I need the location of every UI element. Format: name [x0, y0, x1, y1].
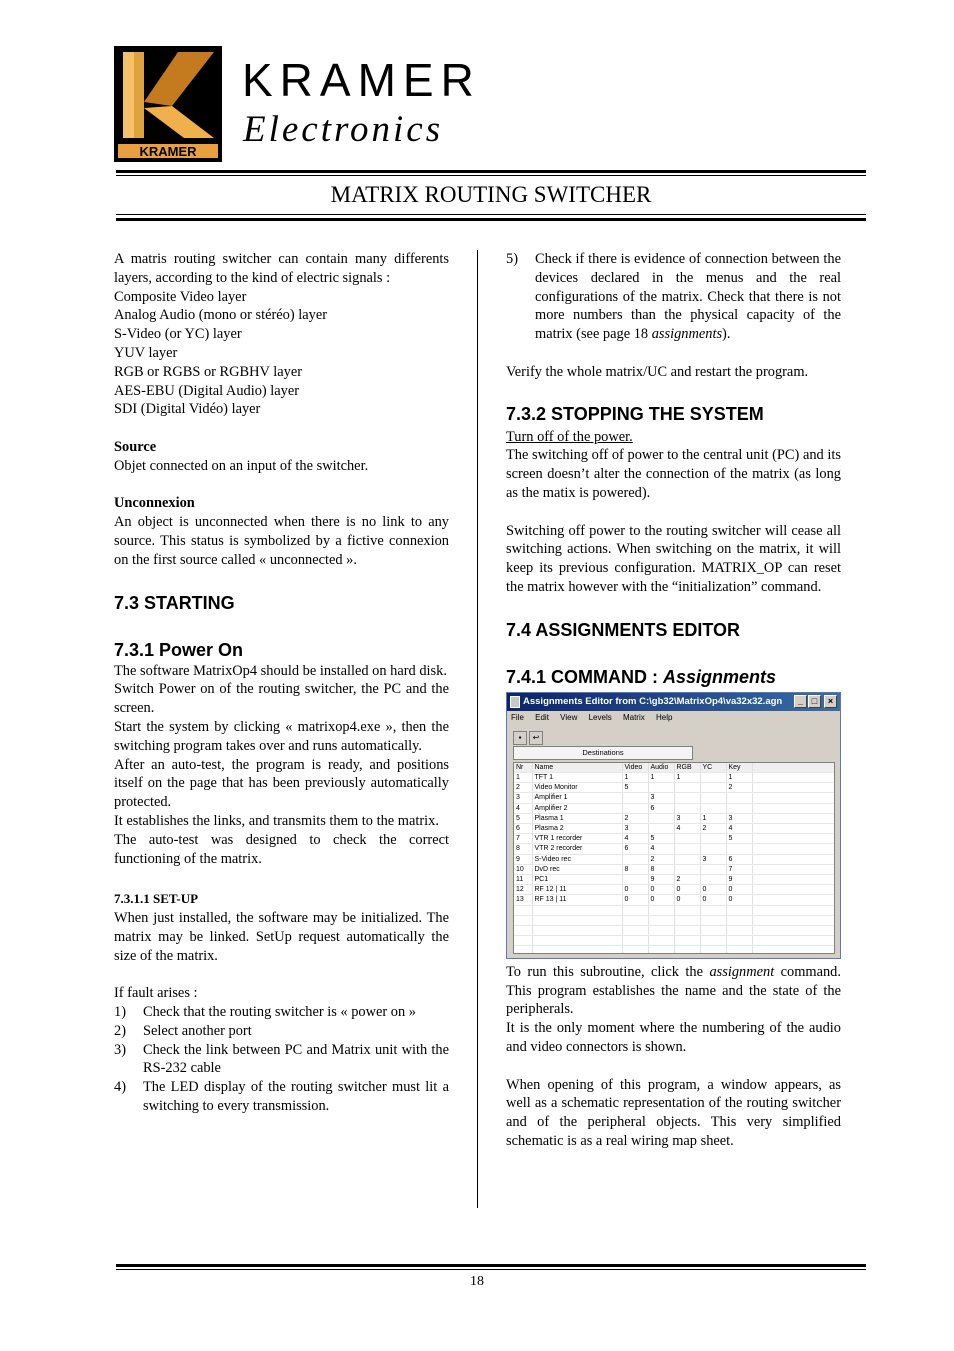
stopping-paragraph: The switching off of power to the central unit (PC) and its screen doesn’t alter the connection of the matrix (as long as the matix is powered).: [506, 447, 841, 501]
grid-cell[interactable]: 0: [622, 895, 648, 905]
grid-cell[interactable]: [622, 793, 648, 803]
grid-cell[interactable]: 0: [622, 885, 648, 895]
section-heading-power-on: 7.3.1 Power On: [114, 639, 244, 660]
grid-cell[interactable]: [622, 915, 648, 925]
section-heading-starting: 7.3 STARTING: [114, 592, 235, 613]
grid-row[interactable]: [514, 813, 835, 823]
grid-cell[interactable]: 3: [622, 823, 648, 833]
grid-cell[interactable]: 3: [514, 793, 532, 803]
maximize-icon[interactable]: □: [808, 695, 821, 708]
grid-cell[interactable]: [700, 905, 726, 915]
layer-item: SDI (Digital Vidéo) layer: [114, 401, 261, 418]
grid-cell[interactable]: [700, 874, 726, 884]
grid-cell[interactable]: [514, 915, 532, 925]
power-paragraph: Start the system by clicking « matrixop4.exe », then the switching program takes over and runs automatically.: [114, 718, 449, 754]
grid-cell[interactable]: [700, 925, 726, 935]
grid-cell[interactable]: [532, 915, 622, 925]
grid-cell[interactable]: 5: [514, 813, 532, 823]
grid-cell[interactable]: 8: [622, 864, 648, 874]
grid-cell[interactable]: 8: [514, 844, 532, 854]
grid-cell[interactable]: [700, 793, 726, 803]
grid-cell[interactable]: [674, 834, 700, 844]
footer-rule: [116, 1264, 866, 1267]
grid-column-header[interactable]: Key: [726, 763, 752, 773]
grid-cell[interactable]: [648, 905, 674, 915]
opening-paragraph: When opening of this program, a window appears, as well as a schematic representation of the routing switcher and of the peripheral objects. This very simplified schematic is as a real wiring map sheet.: [506, 1076, 841, 1149]
grid-cell[interactable]: [648, 945, 674, 954]
fault-intro: If fault arises :: [114, 985, 198, 1002]
grid-cell[interactable]: S-Video rec: [532, 854, 622, 864]
grid-cell[interactable]: [726, 945, 752, 954]
grid-cell[interactable]: Video Monitor: [532, 783, 622, 793]
grid-cell[interactable]: [622, 945, 648, 954]
grid-cell[interactable]: [726, 844, 752, 854]
grid-cell[interactable]: [532, 925, 622, 935]
app-icon: [510, 696, 520, 708]
grid-cell[interactable]: 1: [674, 772, 700, 782]
grid-cell[interactable]: [532, 935, 622, 945]
grid-column-header[interactable]: Video: [622, 763, 648, 773]
grid-row[interactable]: [514, 823, 835, 833]
grid-cell[interactable]: [726, 935, 752, 945]
grid-cell[interactable]: [674, 783, 700, 793]
grid-cell[interactable]: [622, 874, 648, 884]
assignments-grid: [513, 762, 835, 954]
grid-row[interactable]: [514, 925, 835, 935]
grid-cell[interactable]: TFT 1: [532, 772, 622, 782]
fault-list-item: 2) Select another port: [114, 1022, 252, 1039]
grid-row[interactable]: [514, 935, 835, 945]
menu-file[interactable]: File: [511, 712, 524, 722]
grid-cell[interactable]: [514, 905, 532, 915]
grid-cell[interactable]: [726, 905, 752, 915]
power-paragraph: The software MatrixOp4 should be installed on hard disk.: [114, 662, 447, 679]
grid-cell[interactable]: 12: [514, 885, 532, 895]
grid-column-header[interactable]: RGB: [674, 763, 700, 773]
footer-rule-thin: [116, 1269, 866, 1270]
menu-edit[interactable]: Edit: [535, 712, 549, 722]
grid-cell[interactable]: 5: [726, 834, 752, 844]
grid-cell[interactable]: Plasma 2: [532, 823, 622, 833]
grid-cell[interactable]: [622, 935, 648, 945]
fault-list-item: 3) Check the link between PC and Matrix unit with the RS-232 cable: [114, 1041, 449, 1077]
grid-cell[interactable]: 13: [514, 895, 532, 905]
grid-column-header[interactable]: Audio: [648, 763, 674, 773]
unconnexion-heading: Unconnexion: [114, 495, 195, 512]
window-title-bar: [507, 693, 840, 711]
header-rule-top-thin: [116, 175, 866, 176]
grid-cell[interactable]: [622, 925, 648, 935]
grid-cell[interactable]: [726, 793, 752, 803]
grid-cell[interactable]: 3: [674, 813, 700, 823]
unconnexion-text: An object is unconnected when there is no link to any source. This status is symbolized by a fictive connexion on the first source called « unconnected ».: [114, 514, 449, 568]
grid-cell[interactable]: 2: [726, 783, 752, 793]
brand-name: KRAMER: [242, 54, 481, 106]
grid-cell[interactable]: [700, 844, 726, 854]
check-list-item: 5) Check if there is evidence of connection between the devices declared in the menus and the real configurations of the matrix. Check that there is not more numbers than the physical capacity of the matrix (see page 18 assignments).: [506, 251, 841, 343]
grid-row[interactable]: [514, 844, 835, 854]
toolbar: [513, 727, 545, 743]
grid-cell[interactable]: [648, 783, 674, 793]
grid-cell[interactable]: 4: [514, 803, 532, 813]
layer-item: YUV layer: [114, 344, 178, 361]
grid-cell[interactable]: [674, 915, 700, 925]
logo-text: KRAMER: [139, 144, 197, 159]
grid-cell[interactable]: 6: [622, 844, 648, 854]
grid-cell[interactable]: 7: [514, 834, 532, 844]
page-number: 18: [470, 1274, 484, 1289]
grid-cell[interactable]: [648, 935, 674, 945]
right-column: [506, 250, 841, 1151]
menu-help[interactable]: Help: [655, 712, 673, 722]
stopping-paragraph: Switching off power to the routing switcher will cease all switching actions. When switching on the matrix, it will keep its previous configuration. MATRIX_OP can reset the matrix however with the “initialization” command.: [506, 522, 841, 595]
layer-item: Composite Video layer: [114, 288, 247, 305]
grid-cell[interactable]: 9: [514, 854, 532, 864]
grid-cell[interactable]: [648, 813, 674, 823]
menu-matrix[interactable]: Matrix: [622, 712, 645, 722]
power-paragraph: After an auto-test, the program is ready, and positions itself on the page that has been previously automatically protected.: [114, 756, 449, 811]
grid-cell[interactable]: Plasma 1: [532, 813, 622, 823]
grid-cell[interactable]: [514, 925, 532, 935]
grid-cell[interactable]: 4: [674, 823, 700, 833]
grid-cell[interactable]: [726, 803, 752, 813]
grid-cell[interactable]: [674, 844, 700, 854]
grid-cell[interactable]: [700, 834, 726, 844]
section-heading-command: 7.4.1 COMMAND : Assignments: [506, 666, 777, 687]
minimize-icon[interactable]: _: [794, 695, 807, 708]
grid-cell[interactable]: 11: [514, 874, 532, 884]
exit-icon[interactable]: ↩: [529, 731, 543, 745]
source-text: Objet connected on an input of the switcher.: [114, 457, 369, 474]
grid-cell[interactable]: 1: [514, 772, 532, 782]
grid-cell[interactable]: [674, 935, 700, 945]
grid-cell[interactable]: 0: [648, 885, 674, 895]
grid-cell[interactable]: 5: [648, 834, 674, 844]
tab-destinations[interactable]: Destinations: [513, 746, 693, 760]
column-divider: [477, 250, 478, 1208]
grid-row[interactable]: [514, 945, 835, 954]
grid-row[interactable]: [514, 793, 835, 803]
grid-cell[interactable]: [532, 905, 622, 915]
grid-row[interactable]: [514, 834, 835, 844]
grid-row[interactable]: [514, 803, 835, 813]
grid-row[interactable]: [514, 783, 835, 793]
grid-cell[interactable]: [674, 905, 700, 915]
grid-cell[interactable]: 1: [700, 813, 726, 823]
assignments-editor-screenshot: [506, 692, 841, 959]
grid-column-header[interactable]: Name: [532, 763, 622, 773]
grid-cell[interactable]: [532, 945, 622, 954]
layer-item: AES-EBU (Digital Audio) layer: [114, 382, 300, 399]
grid-cell[interactable]: 0: [674, 885, 700, 895]
kramer-logo: [114, 46, 222, 162]
grid-cell[interactable]: 0: [726, 885, 752, 895]
left-column: [114, 250, 449, 1116]
grid-cell[interactable]: 3: [648, 793, 674, 803]
grid-cell[interactable]: [622, 854, 648, 864]
grid-cell[interactable]: VTR 1 recorder: [532, 834, 622, 844]
grid-cell[interactable]: [622, 905, 648, 915]
grid-cell[interactable]: 9: [726, 874, 752, 884]
grid-cell[interactable]: 2: [674, 874, 700, 884]
grid-row[interactable]: [514, 905, 835, 915]
fault-list-item: 4) The LED display of the routing switcher must lit a switching to every transmission.: [114, 1079, 449, 1115]
grid-cell[interactable]: [700, 945, 726, 954]
close-icon[interactable]: ×: [824, 695, 837, 708]
grid-cell[interactable]: 6: [726, 854, 752, 864]
run-paragraph: To run this subroutine, click the assignment command. This program establishes the name and the state of the peripherals.: [506, 963, 841, 1018]
grid-cell[interactable]: [674, 864, 700, 874]
grid-row[interactable]: [514, 915, 835, 925]
grid-row[interactable]: [514, 895, 835, 905]
grid-cell[interactable]: 2: [514, 783, 532, 793]
menu-view[interactable]: View: [560, 712, 578, 722]
section-heading-setup: 7.3.1.1 SET-UP: [114, 891, 199, 907]
grid-cell[interactable]: 3: [726, 813, 752, 823]
grid-row[interactable]: [514, 864, 835, 874]
grid-cell[interactable]: [674, 854, 700, 864]
grid-cell[interactable]: [726, 915, 752, 925]
grid-row[interactable]: [514, 772, 835, 782]
grid-column-header[interactable]: Nr: [514, 763, 532, 773]
grid-cell[interactable]: Amplifier 2: [532, 803, 622, 813]
section-heading-stopping: 7.3.2 STOPPING THE SYSTEM: [506, 403, 764, 424]
grid-cell[interactable]: 8: [648, 864, 674, 874]
fault-list-item: 1) Check that the routing switcher is « power on »: [114, 1004, 416, 1021]
header-rule-bottom-thin: [116, 214, 866, 215]
grid-cell[interactable]: 10: [514, 864, 532, 874]
layer-item: RGB or RGBS or RGBHV layer: [114, 363, 303, 380]
power-paragraph: It establishes the links, and transmits them to the matrix.: [114, 812, 439, 829]
grid-cell[interactable]: 7: [726, 864, 752, 874]
grid-cell[interactable]: 0: [674, 895, 700, 905]
grid-row[interactable]: [514, 885, 835, 895]
grid-row[interactable]: [514, 854, 835, 864]
grid-column-header[interactable]: YC: [700, 763, 726, 773]
grid-cell[interactable]: [648, 915, 674, 925]
header-rule-top: [116, 170, 866, 173]
grid-cell[interactable]: 0: [700, 895, 726, 905]
layer-item: Analog Audio (mono or stéréo) layer: [114, 307, 328, 324]
grid-cell[interactable]: 9: [648, 874, 674, 884]
grid-cell[interactable]: 4: [622, 834, 648, 844]
grid-cell[interactable]: [648, 823, 674, 833]
grid-cell[interactable]: [700, 783, 726, 793]
grid-cell[interactable]: [622, 803, 648, 813]
grid-cell[interactable]: 4: [648, 844, 674, 854]
grid-cell[interactable]: [700, 864, 726, 874]
grid-cell[interactable]: [700, 803, 726, 813]
grid-cell[interactable]: [648, 925, 674, 935]
header-rule-bottom: [116, 218, 866, 221]
grid-cell[interactable]: [700, 915, 726, 925]
grid-cell[interactable]: 1: [622, 772, 648, 782]
grid-cell[interactable]: DvD rec: [532, 864, 622, 874]
grid-cell[interactable]: 1: [648, 772, 674, 782]
grid-cell[interactable]: VTR 2 recorder: [532, 844, 622, 854]
grid-cell[interactable]: [514, 935, 532, 945]
grid-cell[interactable]: [700, 935, 726, 945]
save-icon[interactable]: ▪: [513, 731, 527, 745]
source-heading: Source: [114, 438, 157, 455]
grid-cell[interactable]: 3: [700, 854, 726, 864]
grid-cell[interactable]: 1: [726, 772, 752, 782]
grid-cell[interactable]: [514, 945, 532, 954]
setup-text: When just installed, the software may be initialized. The matrix may be linked. SetUp request automatically the size of the matrix.: [114, 910, 449, 964]
brand-subtitle: Electronics: [243, 109, 444, 150]
intro-paragraph: A matris routing switcher can contain many differents layers, according to the kind of electric signals :: [114, 251, 449, 286]
grid-cell[interactable]: 2: [648, 854, 674, 864]
grid-row[interactable]: [514, 874, 835, 884]
grid-cell[interactable]: [674, 803, 700, 813]
window-title: Assignments Editor from C:\gb32\MatrixOp4\va32x32.agn: [523, 695, 783, 707]
grid-cell[interactable]: [674, 925, 700, 935]
grid-cell[interactable]: 0: [726, 895, 752, 905]
grid-cell[interactable]: [700, 772, 726, 782]
grid-cell[interactable]: 0: [700, 885, 726, 895]
grid-cell[interactable]: 6: [648, 803, 674, 813]
layer-item: S-Video (or YC) layer: [114, 326, 242, 343]
grid-cell[interactable]: RF 13 | 11: [532, 895, 622, 905]
grid-cell[interactable]: Amplifier 1: [532, 793, 622, 803]
menu-bar: [507, 711, 840, 725]
grid-cell[interactable]: 0: [648, 895, 674, 905]
grid-cell[interactable]: 2: [700, 823, 726, 833]
document-title: MATRIX ROUTING SWITCHER: [330, 182, 652, 207]
grid-cell[interactable]: [674, 793, 700, 803]
turn-off-link-text: Turn off of the power.: [506, 428, 633, 445]
grid-cell[interactable]: RF 12 | 11: [532, 885, 622, 895]
grid-cell[interactable]: 4: [726, 823, 752, 833]
grid-cell[interactable]: PC1: [532, 874, 622, 884]
grid-cell[interactable]: 2: [622, 813, 648, 823]
section-heading-assignments-editor: 7.4 ASSIGNMENTS EDITOR: [506, 619, 741, 640]
grid-cell[interactable]: 5: [622, 783, 648, 793]
grid-cell[interactable]: [674, 945, 700, 954]
numbering-paragraph: It is the only moment where the numbering of the audio and video connectors is shown.: [506, 1020, 841, 1055]
verify-paragraph: Verify the whole matrix/UC and restart the program.: [506, 363, 809, 380]
power-paragraph: The auto-test was designed to check the correct functioning of the matrix.: [114, 831, 449, 867]
grid-cell[interactable]: [726, 925, 752, 935]
power-paragraph: Switch Power on of the routing switcher, the PC and the screen.: [114, 681, 449, 717]
menu-levels[interactable]: Levels: [588, 712, 612, 722]
grid-cell[interactable]: 6: [514, 823, 532, 833]
